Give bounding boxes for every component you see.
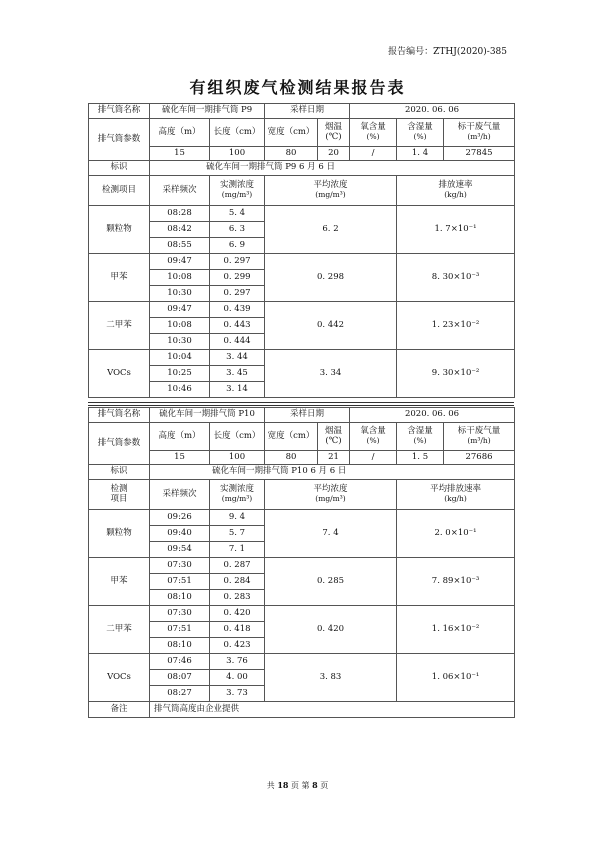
results-table-p10 bbox=[88, 407, 515, 718]
measured-value: 0. 283 bbox=[210, 590, 265, 606]
mark-value: 硫化车间一期排气筒 P10 6 月 6 日 bbox=[150, 465, 515, 480]
sample-time: 10:25 bbox=[150, 366, 210, 382]
measured-value: 0. 423 bbox=[210, 638, 265, 654]
average-value: 3. 34 bbox=[265, 350, 397, 398]
measurement-row bbox=[89, 206, 515, 222]
remark-label: 备注 bbox=[89, 702, 150, 718]
humidity-value: 1. 4 bbox=[397, 147, 444, 161]
report-number: 报告编号：ZTHJ(2020)-385 bbox=[388, 47, 507, 57]
results-table-p9 bbox=[88, 103, 515, 398]
width-value: 80 bbox=[265, 147, 318, 161]
measurement-row bbox=[89, 606, 515, 622]
stack-name-label: 排气筒名称 bbox=[89, 104, 150, 119]
measured-value: 0. 297 bbox=[210, 254, 265, 270]
item-name: 颗粒物 bbox=[89, 206, 150, 254]
block1-rows bbox=[89, 206, 515, 398]
oxygen-value: / bbox=[350, 451, 397, 465]
sample-date-value: 2020. 06. 06 bbox=[350, 408, 515, 423]
height-value: 15 bbox=[150, 147, 210, 161]
measured-header: 实测浓度 (mg/m³) bbox=[210, 480, 265, 510]
flow-label: 标干废气量 (m³/h) bbox=[444, 119, 515, 147]
measured-header: 实测浓度 (mg/m³) bbox=[210, 176, 265, 206]
page-footer: 共 18 页 第 8 页 bbox=[266, 780, 329, 790]
flow-value: 27845 bbox=[444, 147, 515, 161]
measured-value: 5. 7 bbox=[210, 526, 265, 542]
measured-value: 0. 287 bbox=[210, 558, 265, 574]
smoke-temp-value: 20 bbox=[318, 147, 350, 161]
emission-rate: 1. 7×10⁻¹ bbox=[397, 206, 515, 254]
sample-time: 08:27 bbox=[150, 686, 210, 702]
measured-value: 9. 4 bbox=[210, 510, 265, 526]
sample-time: 07:51 bbox=[150, 622, 210, 638]
measured-value: 4. 00 bbox=[210, 670, 265, 686]
measurement-row bbox=[89, 558, 515, 574]
stack-params-label: 排气筒参数 bbox=[89, 423, 150, 465]
measurement-row bbox=[89, 654, 515, 670]
measured-value: 7. 1 bbox=[210, 542, 265, 558]
sample-time: 09:47 bbox=[150, 302, 210, 318]
emission-rate: 9. 30×10⁻² bbox=[397, 350, 515, 398]
item-name: 甲苯 bbox=[89, 254, 150, 302]
measured-value: 0. 420 bbox=[210, 606, 265, 622]
sample-time: 07:51 bbox=[150, 574, 210, 590]
avg-header: 平均浓度 (mg/m³) bbox=[265, 176, 397, 206]
measured-value: 5. 4 bbox=[210, 206, 265, 222]
sample-time: 08:10 bbox=[150, 638, 210, 654]
measured-value: 0. 297 bbox=[210, 286, 265, 302]
emission-rate: 7. 89×10⁻³ bbox=[397, 558, 515, 606]
measured-value: 3. 76 bbox=[210, 654, 265, 670]
sample-time: 07:30 bbox=[150, 606, 210, 622]
emission-rate: 8. 30×10⁻³ bbox=[397, 254, 515, 302]
height-value: 15 bbox=[150, 451, 210, 465]
measured-value: 0. 284 bbox=[210, 574, 265, 590]
average-value: 3. 83 bbox=[265, 654, 397, 702]
stack-name-label: 排气筒名称 bbox=[89, 408, 150, 423]
item-name: VOCs bbox=[89, 350, 150, 398]
measurement-row bbox=[89, 302, 515, 318]
item-header: 检测 项目 bbox=[89, 480, 150, 510]
sample-time: 08:28 bbox=[150, 206, 210, 222]
emission-rate: 1. 23×10⁻² bbox=[397, 302, 515, 350]
flow-value: 27686 bbox=[444, 451, 515, 465]
measured-value: 3. 44 bbox=[210, 350, 265, 366]
smoke-temp-label: 烟温 (℃) bbox=[318, 119, 350, 147]
page-title: 有组织废气检测结果报告表 bbox=[189, 78, 406, 97]
item-name: VOCs bbox=[89, 654, 150, 702]
sample-time: 10:08 bbox=[150, 318, 210, 334]
sample-time: 10:30 bbox=[150, 334, 210, 350]
sample-time: 07:30 bbox=[150, 558, 210, 574]
sample-time: 10:08 bbox=[150, 270, 210, 286]
height-label: 高度（m） bbox=[150, 423, 210, 451]
measured-value: 3. 14 bbox=[210, 382, 265, 398]
smoke-temp-label: 烟温 (℃) bbox=[318, 423, 350, 451]
measured-value: 0. 444 bbox=[210, 334, 265, 350]
block2-rows bbox=[89, 510, 515, 702]
mark-value: 硫化车间一期排气筒 P9 6 月 6 日 bbox=[150, 161, 515, 176]
flow-label: 标干废气量 (m³/h) bbox=[444, 423, 515, 451]
page-number: 8 bbox=[312, 780, 318, 790]
item-name: 甲苯 bbox=[89, 558, 150, 606]
measurement-row bbox=[89, 254, 515, 270]
rate-header: 排放速率 (kg/h) bbox=[397, 176, 515, 206]
sample-time: 09:26 bbox=[150, 510, 210, 526]
sample-time: 08:42 bbox=[150, 222, 210, 238]
sample-time: 09:47 bbox=[150, 254, 210, 270]
length-value: 100 bbox=[210, 147, 265, 161]
mark-label: 标识 bbox=[89, 161, 150, 176]
humidity-label: 含湿量 (%) bbox=[397, 119, 444, 147]
item-name: 二甲苯 bbox=[89, 606, 150, 654]
avg-header: 平均浓度 (mg/m³) bbox=[265, 480, 397, 510]
measured-value: 0. 418 bbox=[210, 622, 265, 638]
measured-value: 6. 3 bbox=[210, 222, 265, 238]
width-label: 宽度（cm） bbox=[265, 423, 318, 451]
average-value: 0. 285 bbox=[265, 558, 397, 606]
item-header: 检测项目 bbox=[89, 176, 150, 206]
width-value: 80 bbox=[265, 451, 318, 465]
length-label: 长度（cm） bbox=[210, 119, 265, 147]
oxygen-value: / bbox=[350, 147, 397, 161]
sample-time: 08:55 bbox=[150, 238, 210, 254]
average-value: 0. 420 bbox=[265, 606, 397, 654]
freq-header: 采样频次 bbox=[150, 480, 210, 510]
average-value: 7. 4 bbox=[265, 510, 397, 558]
measured-value: 6. 9 bbox=[210, 238, 265, 254]
oxygen-label: 氧含量 (%) bbox=[350, 119, 397, 147]
item-name: 二甲苯 bbox=[89, 302, 150, 350]
sample-time: 09:40 bbox=[150, 526, 210, 542]
smoke-temp-value: 21 bbox=[318, 451, 350, 465]
height-label: 高度（m） bbox=[150, 119, 210, 147]
stack-params-label: 排气筒参数 bbox=[89, 119, 150, 161]
average-value: 0. 298 bbox=[265, 254, 397, 302]
sample-time: 09:54 bbox=[150, 542, 210, 558]
humidity-value: 1. 5 bbox=[397, 451, 444, 465]
oxygen-label: 氧含量 (%) bbox=[350, 423, 397, 451]
measurement-row bbox=[89, 350, 515, 366]
emission-rate: 1. 16×10⁻² bbox=[397, 606, 515, 654]
total-pages: 18 bbox=[277, 780, 289, 790]
sample-time: 10:04 bbox=[150, 350, 210, 366]
sample-time: 10:30 bbox=[150, 286, 210, 302]
measured-value: 0. 439 bbox=[210, 302, 265, 318]
sample-time: 07:46 bbox=[150, 654, 210, 670]
sample-time: 08:07 bbox=[150, 670, 210, 686]
measured-value: 3. 73 bbox=[210, 686, 265, 702]
freq-header: 采样频次 bbox=[150, 176, 210, 206]
sample-time: 10:46 bbox=[150, 382, 210, 398]
average-value: 6. 2 bbox=[265, 206, 397, 254]
rate-header: 平均排放速率 (kg/h) bbox=[397, 480, 515, 510]
emission-rate: 1. 06×10⁻¹ bbox=[397, 654, 515, 702]
humidity-label: 含湿量 (%) bbox=[397, 423, 444, 451]
stack-name-value: 硫化车间一期排气筒 P9 bbox=[150, 104, 265, 119]
stack-name-value: 硫化车间一期排气筒 P10 bbox=[150, 408, 265, 423]
sample-date-label: 采样日期 bbox=[265, 104, 350, 119]
table-separator bbox=[88, 402, 514, 406]
measured-value: 0. 299 bbox=[210, 270, 265, 286]
sample-date-value: 2020. 06. 06 bbox=[350, 104, 515, 119]
item-name: 颗粒物 bbox=[89, 510, 150, 558]
average-value: 0. 442 bbox=[265, 302, 397, 350]
measured-value: 0. 443 bbox=[210, 318, 265, 334]
length-value: 100 bbox=[210, 451, 265, 465]
remark-value: 排气筒高度由企业提供 bbox=[150, 702, 515, 718]
sample-time: 08:10 bbox=[150, 590, 210, 606]
mark-label: 标识 bbox=[89, 465, 150, 480]
measured-value: 3. 45 bbox=[210, 366, 265, 382]
emission-rate: 2. 0×10⁻¹ bbox=[397, 510, 515, 558]
measurement-row bbox=[89, 510, 515, 526]
width-label: 宽度（cm） bbox=[265, 119, 318, 147]
length-label: 长度（cm） bbox=[210, 423, 265, 451]
sample-date-label: 采样日期 bbox=[265, 408, 350, 423]
